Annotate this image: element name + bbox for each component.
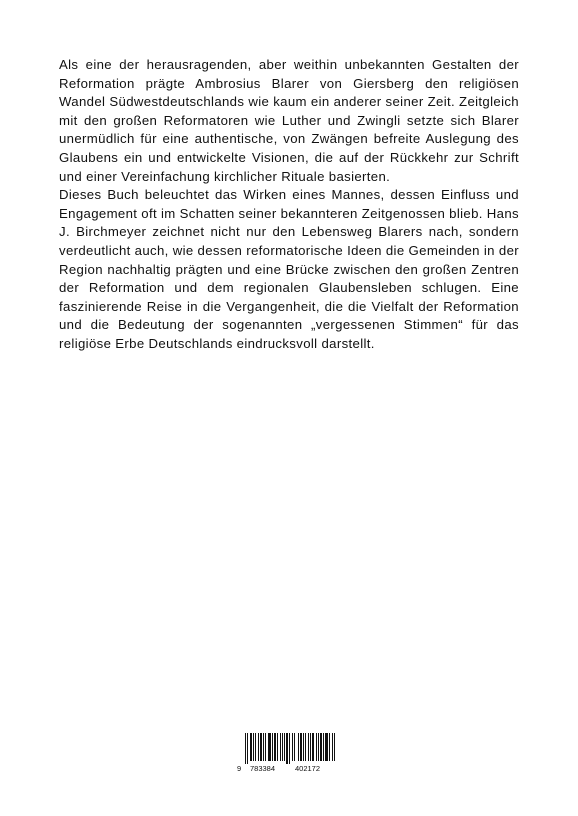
barcode-bar	[323, 733, 324, 761]
barcode-bar	[255, 733, 256, 761]
barcode-bar	[268, 733, 271, 761]
barcode-group-right: 402172	[295, 764, 321, 773]
barcode-bar	[245, 733, 246, 764]
barcode-bar	[250, 733, 252, 761]
barcode-bar	[312, 733, 314, 761]
barcode-bar	[294, 733, 295, 761]
barcode-bar	[282, 733, 283, 761]
barcode-digit-first: 9	[237, 764, 242, 773]
barcode-bar	[284, 733, 285, 761]
barcode-bar	[310, 733, 311, 761]
barcode-bar	[289, 733, 290, 764]
barcode-bar	[316, 733, 317, 761]
barcode-bar	[292, 733, 293, 761]
isbn-barcode	[237, 733, 339, 773]
barcode-bar	[247, 733, 248, 764]
barcode-bar	[308, 733, 309, 761]
barcode-bar	[334, 733, 335, 761]
barcode-bar	[318, 733, 319, 761]
barcode-bar	[263, 733, 264, 761]
barcode-bar	[325, 733, 328, 761]
barcode-bar	[329, 733, 330, 761]
barcode-bar	[280, 733, 281, 761]
blurb-paragraph-1: Als eine der herausragenden, aber weithin unbekannten Gestalten der Reformation prägte Ambrosius Blarer von Giersberg den religiösen Wandel Südwestdeutschlands wie kaum ein anderer seiner Zeit. Zeitgleich mit den großen Reformatoren wie Luther und Zwingli setzte sich Blarer unermüdlich für eine authentische, von Zwängen befreite Auslegung des Glaubens ein und entwickelte Visionen, die auf der Rückkehr zur Schrift und einer Vereinfachung kirchlicher Rituale basierten.	[59, 57, 519, 184]
barcode-bar	[253, 733, 254, 761]
barcode-graphic	[237, 733, 339, 773]
barcode-bar	[277, 733, 278, 761]
barcode-bar	[332, 733, 333, 761]
barcode-bar	[286, 733, 288, 764]
barcode-bar	[298, 733, 299, 761]
blurb-text	[59, 56, 519, 354]
barcode-bar	[303, 733, 304, 761]
barcode-bar	[300, 733, 302, 761]
barcode-bar	[258, 733, 259, 761]
barcode-bar	[320, 733, 322, 761]
barcode-bar	[260, 733, 262, 761]
blurb-paragraph-2: Dieses Buch beleuchtet das Wirken eines Mannes, dessen Einfluss und Engagement oft im Schatten seiner bekannteren Zeitgenossen blieb. Hans J. Birchmeyer zeichnet nicht nur den Lebensweg Blarers nach, sondern verdeutlicht auch, wie dessen reformatorische Ideen die Gemeinden in der Region nachhaltig prägten und eine Brücke zwischen den großen Zentren der Reformation und dem regionalen Glaubensleben schlugen. Eine faszinierende Reise in die Vergangenheit, die die Vielfalt der Reformation und die Bedeutung der sogenannten „vergessenen Stimmen“ für das religiöse Erbe Deutschlands eindrucksvoll darstellt.	[59, 187, 519, 351]
barcode-bar	[265, 733, 266, 761]
barcode-bars	[245, 733, 335, 764]
barcode-bar	[272, 733, 273, 761]
barcode-bar	[305, 733, 306, 761]
barcode-bar	[274, 733, 276, 761]
barcode-group-left: 783384	[250, 764, 276, 773]
